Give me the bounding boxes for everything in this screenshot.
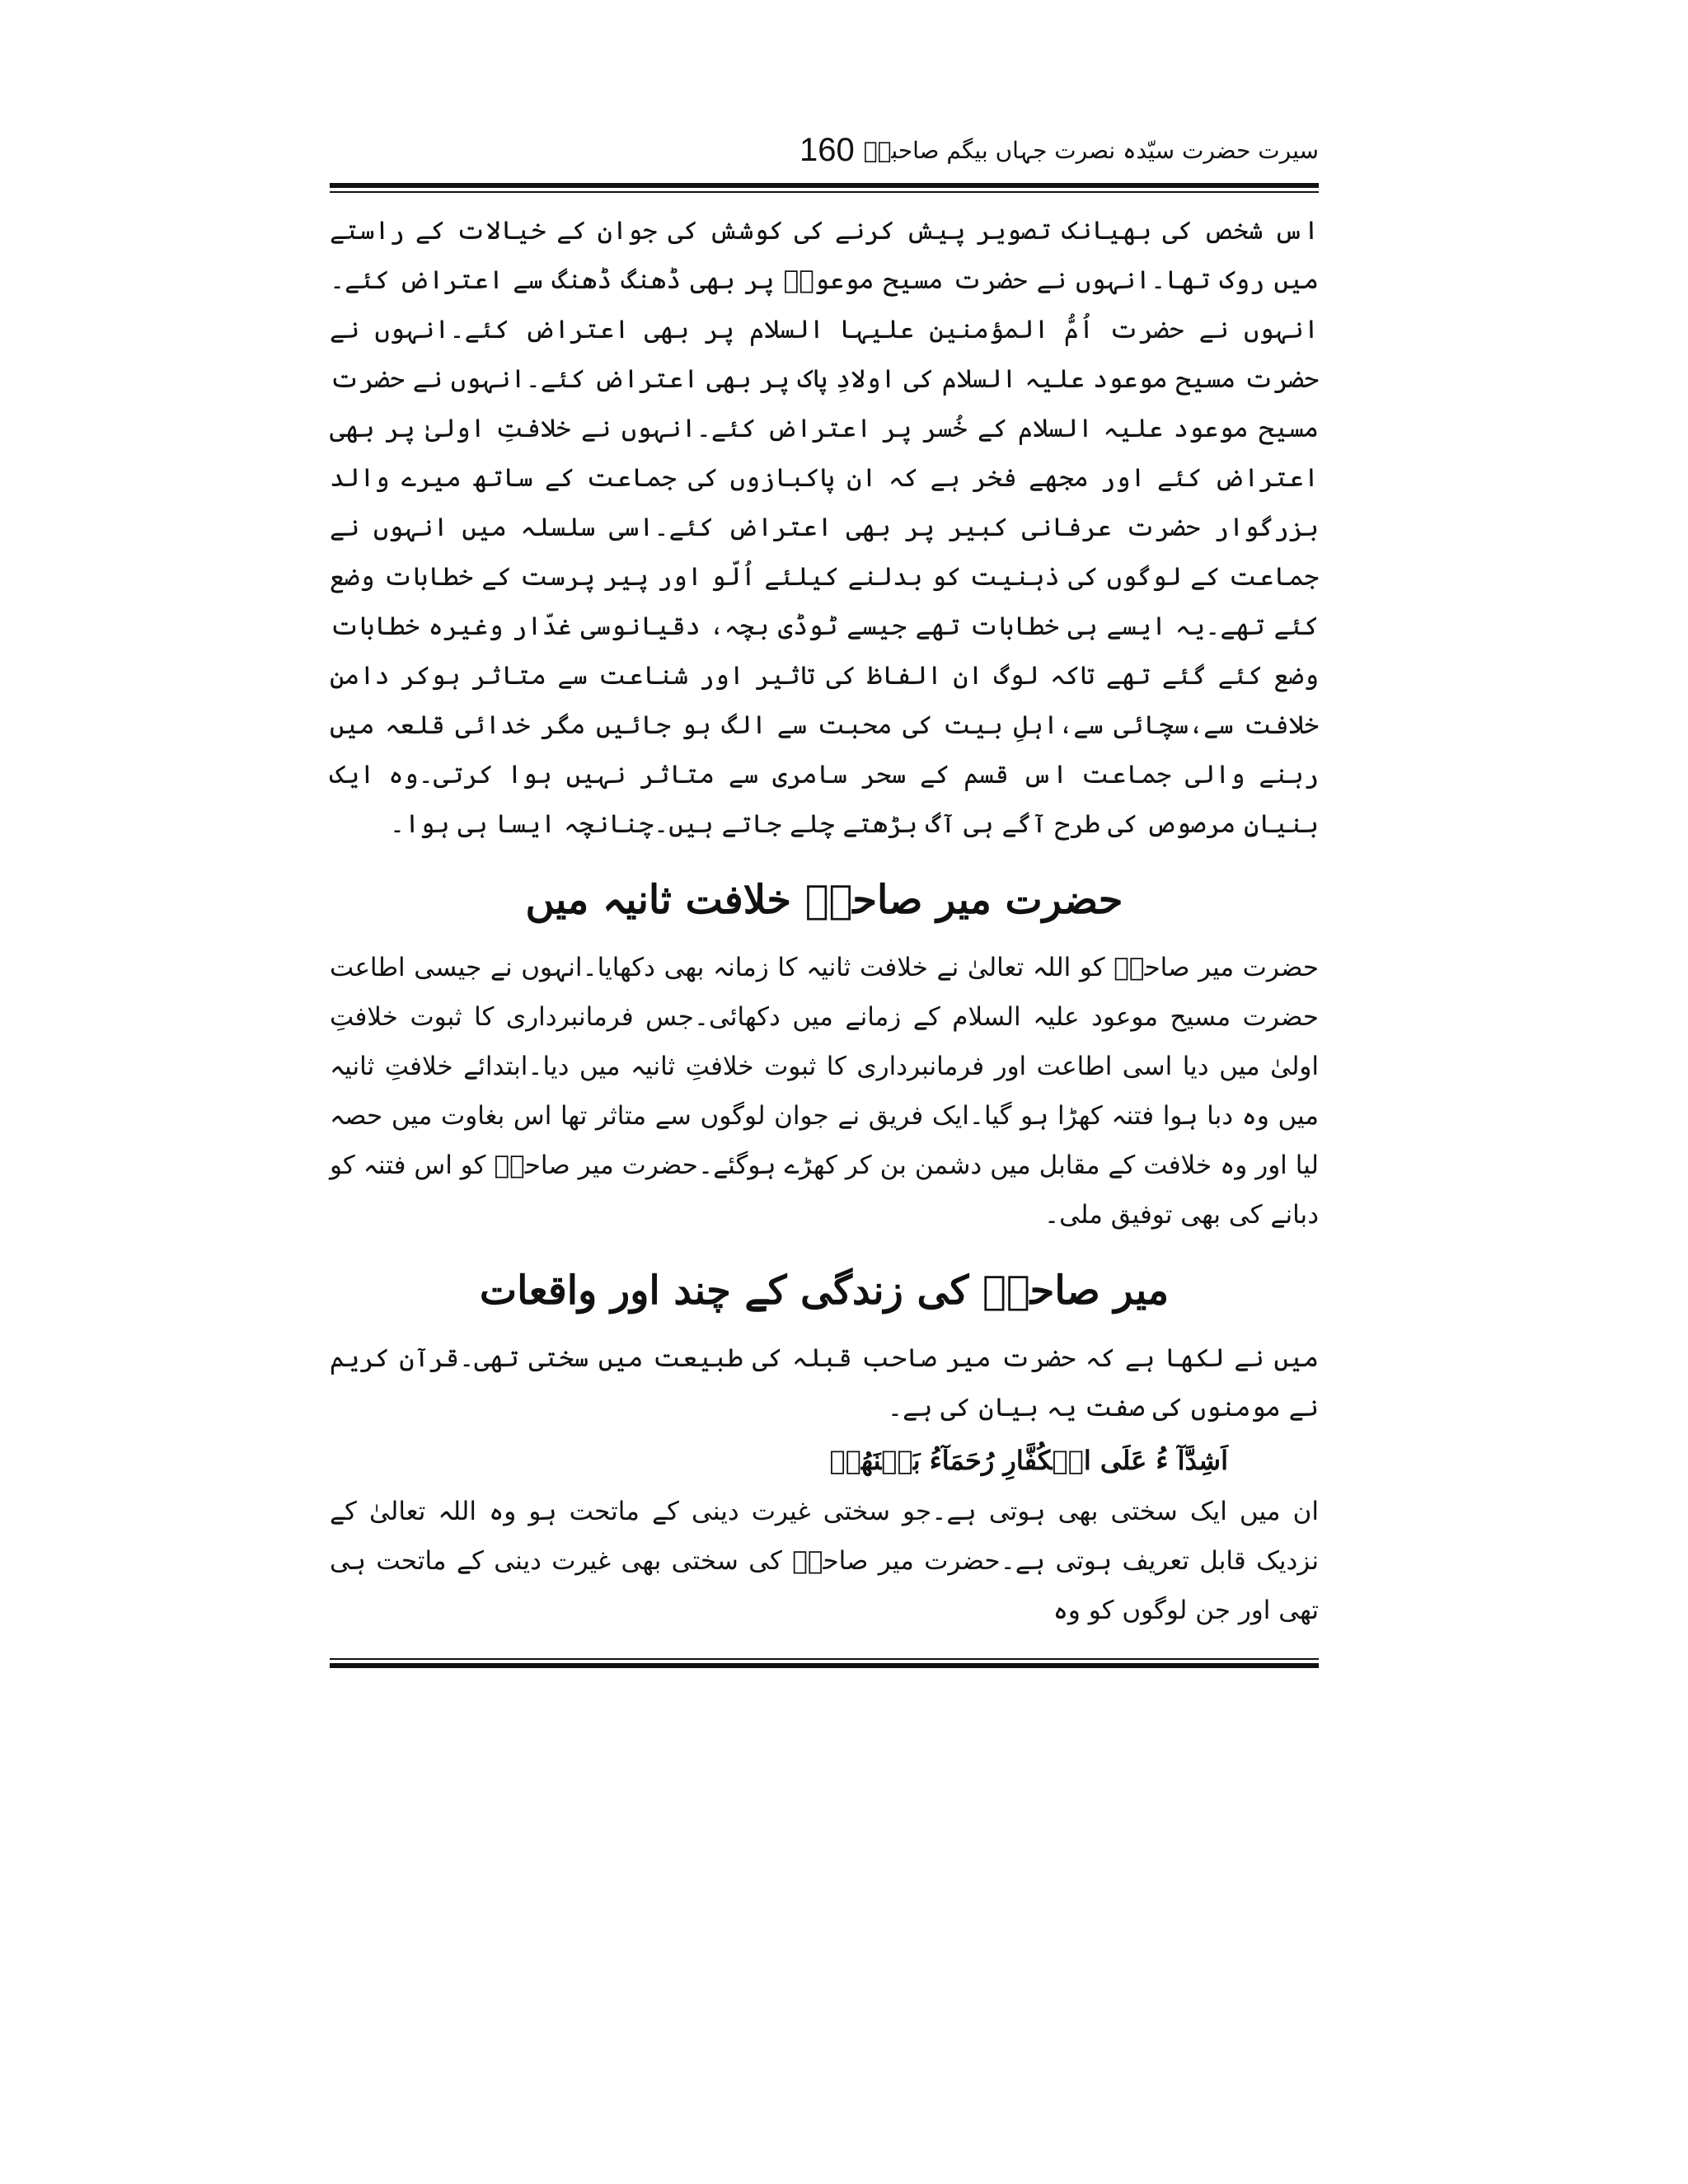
quran-verse: اَشِدَّآ ءُ عَلَی الۡکُفَّارِ رُحَمَآءُ بَیۡنَھُمۡ (829, 1445, 1228, 1476)
paragraph-3: میں نے لکھا ہے کہ حضرت میر صاحب قبلہ کی طبیعت میں سختی تھی۔قرآن کریم نے مومنوں کی صفت یہ بیان کی ہے۔ (330, 1343, 1319, 1422)
paragraph-4: ان میں ایک سختی بھی ہوتی ہے۔جو سختی غیرت دینی کے ماتحت ہو وہ اللہ تعالیٰ کے نزدیک قابل تعریف ہوتی ہے۔حضرت میر صاحبؓ کی سختی بھی غیرت دینی کے ماتحت ہی تھی اور جن لوگوں کو وہ (330, 1497, 1319, 1625)
book-title: سیرت حضرت سیّدہ نصرت جہاں بیگم صاحبہؓ (863, 137, 1319, 164)
page-body (330, 206, 1319, 1635)
section-heading-2: میر صاحبؓ کی زندگی کے چند اور واقعات (479, 1268, 1170, 1314)
header-rule-thin (330, 191, 1319, 193)
page-header (330, 132, 1319, 181)
header-rule-thick (330, 183, 1319, 188)
footer-rule-thin (330, 1658, 1319, 1660)
footer-rule-thick (330, 1663, 1319, 1668)
section-heading-1: حضرت میر صاحبؓ خلافت ثانیہ میں (525, 877, 1123, 923)
page-number: 160 (799, 132, 855, 168)
paragraph-2: حضرت میر صاحبؓ کو اللہ تعالیٰ نے خلافت ثانیہ کا زمانہ بھی دکھایا۔انہوں نے جیسی اطاعت حضرت مسیح موعود علیہ السلام کے زمانے میں دکھائی۔جس فرمانبرداری کا ثبوت خلافتِ اولیٰ میں دیا اسی اطاعت اور فرمانبرداری کا ثبوت خلافتِ ثانیہ میں دیا۔ابتدائے خلافتِ ثانیہ میں وہ دبا ہوا فتنہ کھڑا ہو گیا۔ایک فریق نے جوان لوگوں سے متاثر تھا اس بغاوت میں حصہ لیا اور وہ خلافت کے مقابل میں دشمن بن کر کھڑے ہوگئے۔حضرت میر صاحبؓ کو اس فتنہ کو دبانے کی بھی توفیق ملی۔ (330, 953, 1319, 1230)
paragraph-1: اس شخص کی بھیانک تصویر پیش کرنے کی کوشش کی جوان کے خیالات کے راستے میں روک تھا۔انہوں نے حضرت مسیح موعودؑ پر بھی ڈھنگ ڈھنگ سے اعتراض کئے۔انہوں نے حضرت اُمُّ المؤمنین علیہا السلام پر بھی اعتراض کئے۔انہوں نے حضرت مسیح موعود علیہ السلام کی اولادِ پاک پر بھی اعتراض کئے۔انہوں نے حضرت مسیح موعود علیہ السلام کے خُسر پر اعتراض کئے۔انہوں نے خلافتِ اولیٰ پر بھی اعتراض کئے اور مجھے فخر ہے کہ ان پاکبازوں کی جماعت کے ساتھ میرے والد بزرگوار حضرت عرفانی کبیر پر بھی اعتراض کئے۔اسی سلسلہ میں انہوں نے جماعت کے لوگوں کی ذہنیت کو بدلنے کیلئے اُلّو اور پیر پرست کے خطابات وضع کئے تھے۔یہ ایسے ہی خطابات تھے جیسے ٹوڈی بچہ، دقیانوسی غدّار وغیرہ خطابات وضع کئے گئے تھے تاکہ لوگ ان الفاظ کی تاثیر اور شناعت سے متاثر ہوکر دامن خلافت سے،سچائی سے،اہلِ بیت کی محبت سے الگ ہو جائیں مگر خدائی قلعہ میں رہنے والی جماعت اس قسم کے سحر سامری سے متاثر نہیں ہوا کرتی۔وہ ایک بنیانِ مرصوص کی طرح آگے ہی آگ بڑھتے چلے جاتے ہیں۔چنانچہ ایسا ہی ہوا۔ (330, 216, 1319, 839)
